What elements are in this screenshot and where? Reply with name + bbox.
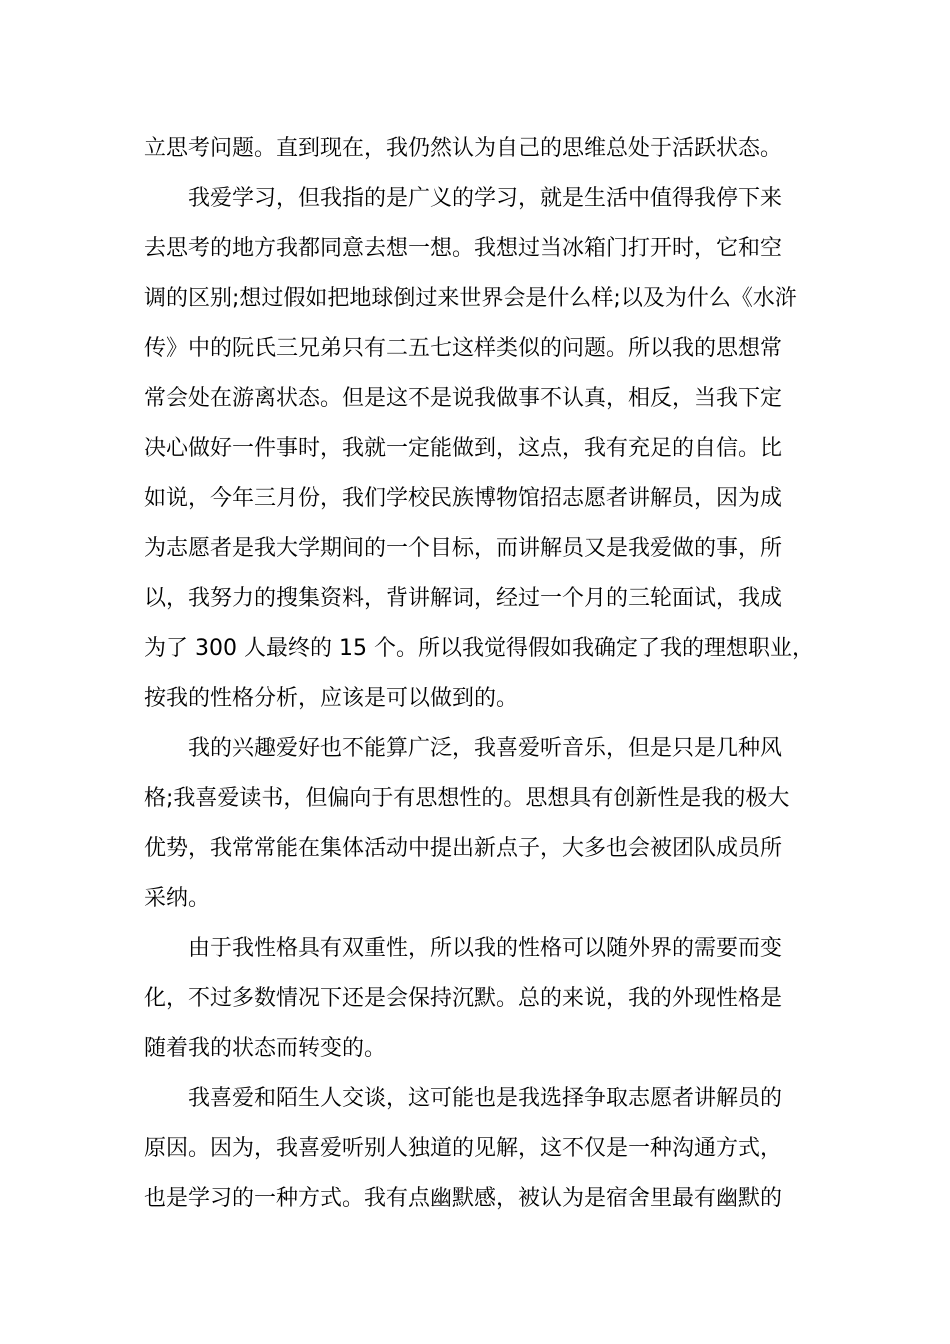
text-line: 去思考的地方我都同意去想一想。我想过当冰箱门打开时，它和空 — [144, 236, 783, 261]
text-line: 常会处在游离状态。但是这不是说我做事不认真，相反，当我下定 — [144, 386, 783, 411]
paragraph-start-line: 我的兴趣爱好也不能算广泛，我喜爱听音乐，但是只是几种风 — [188, 736, 783, 761]
text-line: 如说，今年三月份，我们学校民族博物馆招志愿者讲解员，因为成 — [144, 486, 783, 511]
text-line: 原因。因为，我喜爱听别人独道的见解，这不仅是一种沟通方式， — [144, 1136, 783, 1161]
text-line: 为志愿者是我大学期间的一个目标，而讲解员又是我爱做的事，所 — [144, 536, 783, 561]
text-line: 按我的性格分析，应该是可以做到的。 — [144, 686, 519, 711]
paragraph-start-line: 由于我性格具有双重性，所以我的性格可以随外界的需要而变 — [188, 936, 783, 961]
text-line: 优势，我常常能在集体活动中提出新点子，大多也会被团队成员所 — [144, 836, 783, 861]
text-line: 格;我喜爱读书，但偏向于有思想性的。思想具有创新性是我的极大 — [144, 786, 790, 811]
text-line: 也是学习的一种方式。我有点幽默感，被认为是宿舍里最有幽默的 — [144, 1186, 783, 1211]
paragraph-start-line: 我爱学习，但我指的是广义的学习，就是生活中值得我停下来 — [188, 186, 783, 211]
text-line: 立思考问题。直到现在，我仍然认为自己的思维总处于活跃状态。 — [144, 136, 783, 161]
text-line: 决心做好一件事时，我就一定能做到，这点，我有充足的自信。比 — [144, 436, 783, 461]
text-line: 采纳。 — [144, 886, 211, 911]
text-line: 为了 300 人最终的 15 个。所以我觉得假如我确定了我的理想职业， — [144, 636, 814, 661]
text-line: 传》中的阮氏三兄弟只有二五七这样类似的问题。所以我的思想常 — [144, 336, 783, 361]
text-line: 化，不过多数情况下还是会保持沉默。总的来说，我的外现性格是 — [144, 986, 783, 1011]
text-line: 以，我努力的搜集资料，背讲解词，经过一个月的三轮面试，我成 — [144, 586, 783, 611]
paragraph-start-line: 我喜爱和陌生人交谈，这可能也是我选择争取志愿者讲解员的 — [188, 1086, 783, 1111]
text-line: 调的区别;想过假如把地球倒过来世界会是什么样;以及为什么《水浒 — [144, 286, 797, 311]
text-line: 随着我的状态而转变的。 — [144, 1036, 387, 1061]
